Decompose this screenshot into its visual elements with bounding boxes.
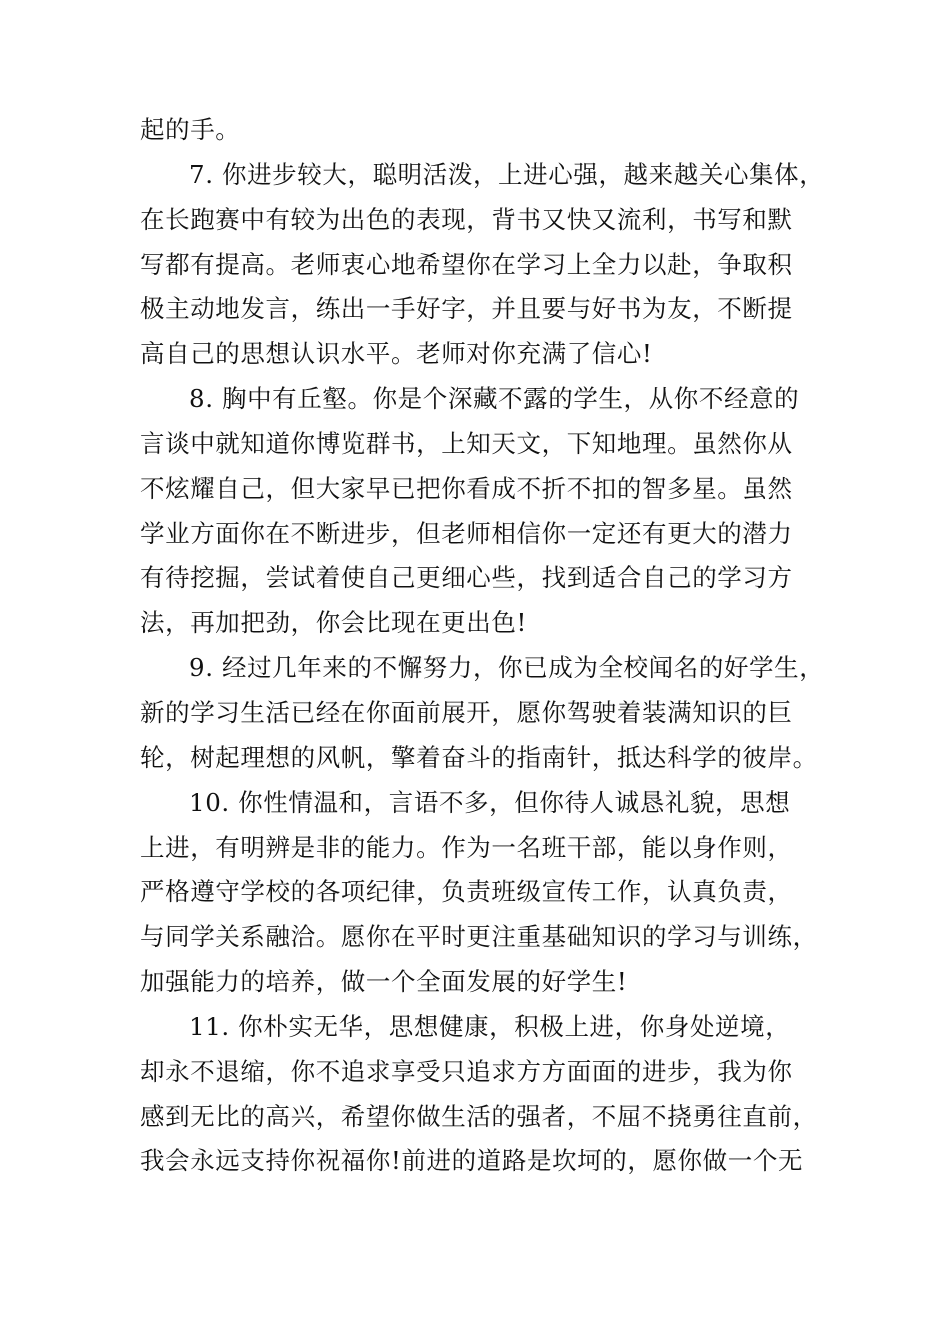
text-line: 极主动地发言，练出一手好字，并且要与好书为友，不断提 <box>140 294 793 324</box>
text-line: 起的手。 <box>140 115 241 144</box>
text-line: 新的学习生活已经在你面前展开，愿你驾驶着装满知识的巨 <box>140 697 793 727</box>
paragraph-start-line: 11. 你朴实无华，思想健康，积极上进，你身处逆境， <box>189 1011 791 1041</box>
text-line: 加强能力的培养，做一个全面发展的好学生! <box>140 967 628 997</box>
text-line: 我会永远支持你祝福你!前进的道路是坎坷的，愿你做一个无 <box>140 1146 804 1176</box>
text-line: 法，再加把劲，你会比现在更出色! <box>140 608 527 638</box>
text-line: 写都有提高。老师衷心地希望你在学习上全力以赴，争取积 <box>140 249 793 279</box>
text-line: 与同学关系融洽。愿你在平时更注重基础知识的学习与训练， <box>140 922 818 952</box>
text-line: 言谈中就知道你博览群书，上知天文，下知地理。虽然你从 <box>140 428 793 458</box>
text-line: 学业方面你在不断进步，但老师相信你一定还有更大的潜力 <box>140 518 793 548</box>
text-line: 高自己的思想认识水平。老师对你充满了信心! <box>140 339 653 369</box>
paragraph-start-line: 8. 胸中有丘壑。你是个深藏不露的学生，从你不经意的 <box>189 384 800 414</box>
text-line: 在长跑赛中有较为出色的表现，背书又快又流利，书写和默 <box>140 204 793 234</box>
text-line: 不炫耀自己，但大家早已把你看成不折不扣的智多星。虽然 <box>140 473 793 503</box>
text-line: 轮，树起理想的风帆，擎着奋斗的指南针，抵达科学的彼岸。 <box>140 742 818 772</box>
text-line: 却永不退缩，你不追求享受只追求方方面面的进步，我为你 <box>140 1056 793 1086</box>
paragraph-start-line: 10. 你性情温和，言语不多，但你待人诚恳礼貌，思想 <box>189 787 791 817</box>
document-body <box>140 108 840 1184</box>
text-line: 严格遵守学校的各项纪律，负责班级宣传工作，认真负责， <box>140 877 793 907</box>
paragraph-start-line: 7. 你进步较大，聪明活泼，上进心强，越来越关心集体， <box>189 159 825 189</box>
text-line: 上进，有明辨是非的能力。作为一名班干部，能以身作则， <box>140 832 793 862</box>
text-line: 感到无比的高兴，希望你做生活的强者，不屈不挠勇往直前， <box>140 1101 818 1131</box>
text-line: 有待挖掘，尝试着使自己更细心些，找到适合自己的学习方 <box>140 563 793 593</box>
paragraph-start-line: 9. 经过几年来的不懈努力，你已成为全校闻名的好学生， <box>189 653 825 683</box>
